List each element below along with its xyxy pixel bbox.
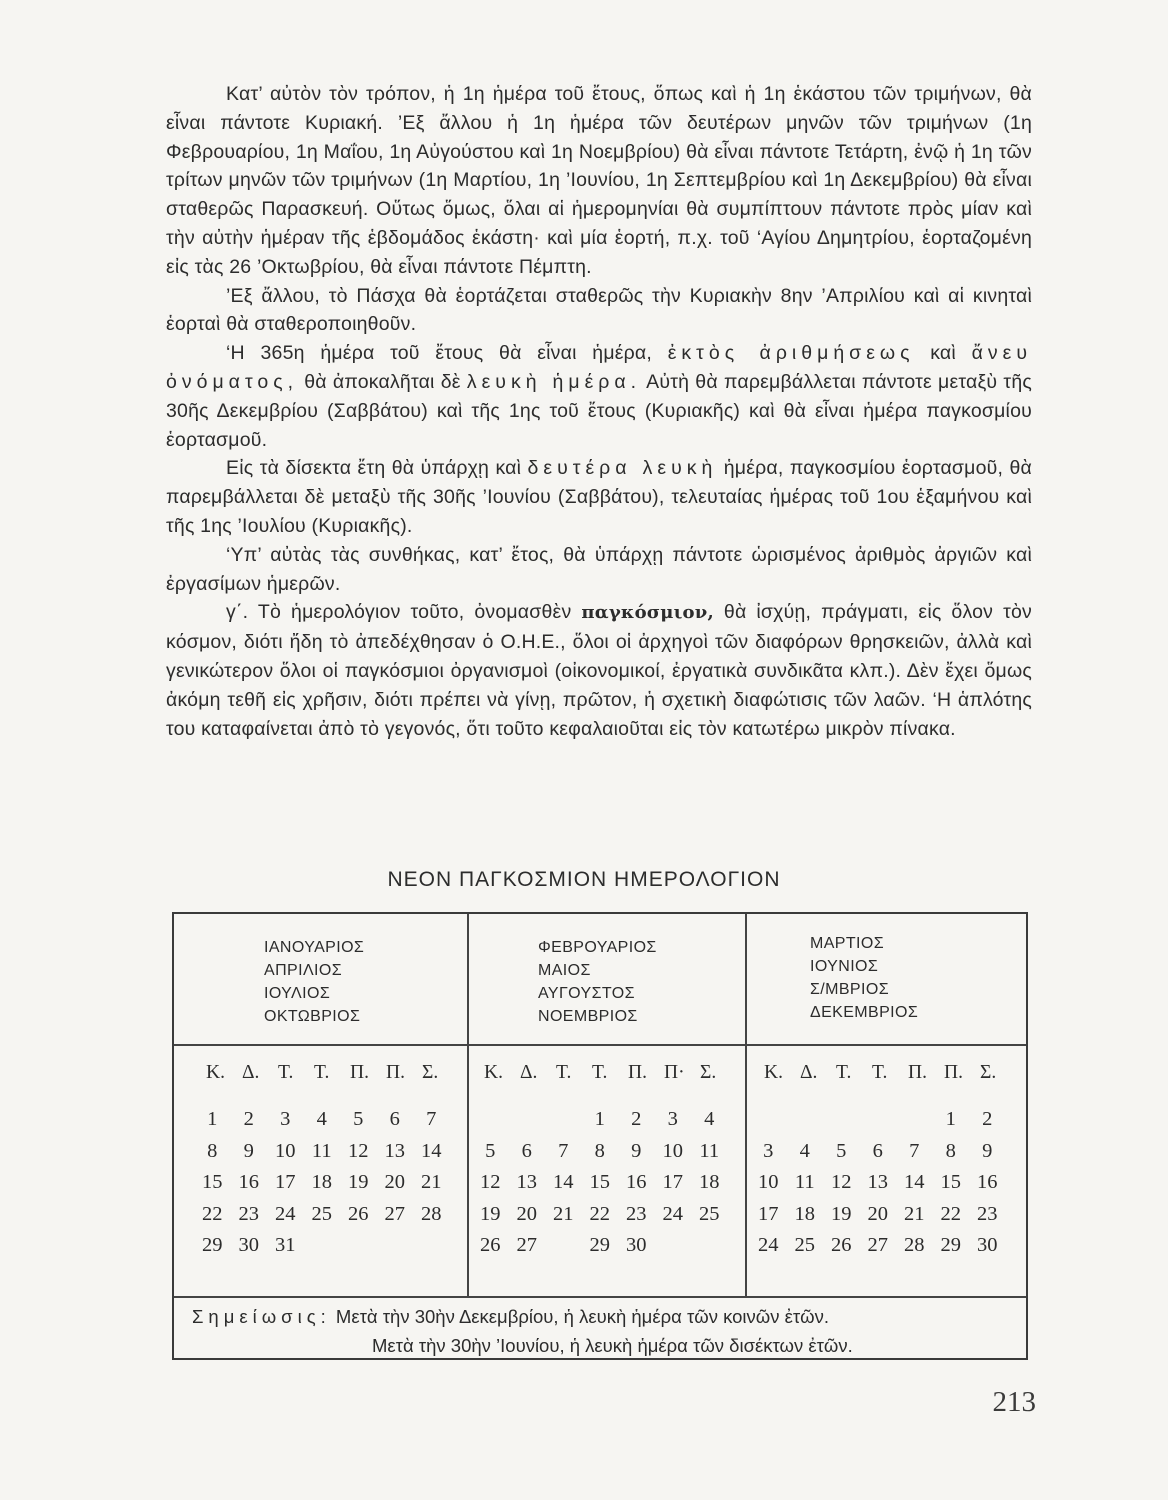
day: 25	[794, 1234, 815, 1256]
week-row	[194, 1230, 450, 1262]
day: 24	[275, 1202, 296, 1225]
day: 28	[421, 1202, 442, 1225]
day: 29	[940, 1234, 961, 1256]
day: 14	[553, 1171, 574, 1193]
calendar-table	[172, 912, 1028, 1360]
day	[545, 1104, 582, 1136]
day: 10	[758, 1171, 779, 1193]
day: 5	[485, 1139, 496, 1162]
day: 26	[480, 1234, 501, 1256]
day	[545, 1230, 582, 1262]
week-row	[194, 1104, 450, 1136]
note-text: Μετὰ τὴν 30ὴν Δεκεμβρίου, ἡ λευκὴ ἡμέρα τῶν κοινῶν ἐτῶν.	[335, 1306, 829, 1327]
weekday: Π.	[386, 1062, 405, 1083]
day: 26	[831, 1234, 852, 1256]
spaced-text: λευκὴ ἡμέρα.	[466, 370, 642, 393]
day: 10	[275, 1139, 296, 1162]
week-row	[750, 1167, 1006, 1199]
table-title: ΝΕΟΝ ΠΑΓΚΟΣΜΙΟΝ ΗΜΕΡΟΛΟΓΙΟΝ	[387, 868, 781, 891]
day: 22	[940, 1202, 961, 1225]
day: 3	[667, 1108, 678, 1130]
week-row	[194, 1167, 450, 1199]
day	[655, 1230, 692, 1262]
spaced-text: ἐκτὸς ἀριθμήσεως	[667, 342, 915, 365]
week-row	[194, 1199, 450, 1231]
text-run: Εἰς τὰ δίσεκτα ἔτη θὰ ὑπάρχῃ καὶ	[226, 457, 522, 480]
weekday: Τ.	[836, 1062, 852, 1083]
day: 26	[348, 1202, 369, 1225]
day: 16	[626, 1171, 647, 1193]
weekday-header-1	[206, 1062, 458, 1084]
day: 4	[704, 1108, 715, 1130]
day: 20	[384, 1171, 405, 1193]
day: 7	[909, 1139, 920, 1162]
weekday: Δ.	[800, 1062, 818, 1083]
day: 14	[421, 1139, 442, 1162]
week-row	[750, 1199, 1006, 1231]
day	[413, 1230, 450, 1262]
weekday: Κ.	[764, 1062, 783, 1083]
day: 8	[594, 1139, 605, 1162]
day: 9	[243, 1139, 254, 1162]
day: 6	[389, 1108, 400, 1130]
text-run: θὰ ἀποκαλῆται δὲ	[304, 370, 461, 393]
month-name: ΑΠΡΙΛΙΟΣ	[264, 962, 343, 979]
note-line-1	[192, 1302, 1012, 1331]
note-label: Σημείωσις:	[192, 1306, 331, 1327]
day: 7	[558, 1139, 569, 1162]
day: 12	[831, 1171, 852, 1193]
spaced-text: δευτέρα λευκὴ	[527, 457, 718, 480]
day: 29	[202, 1234, 223, 1256]
paragraph-3	[166, 339, 1032, 454]
day: 13	[384, 1139, 405, 1162]
day: 18	[794, 1202, 815, 1225]
day: 27	[384, 1202, 405, 1225]
week-row	[472, 1230, 728, 1262]
days-grid-2	[472, 1104, 728, 1262]
header-divider	[174, 1044, 1026, 1046]
day: 12	[480, 1171, 501, 1193]
day	[896, 1104, 933, 1136]
weekday: Π.	[944, 1062, 963, 1083]
paragraph-6	[166, 598, 1032, 743]
day: 14	[904, 1171, 925, 1193]
month-name: ΙΑΝΟΥΑΡΙΟΣ	[264, 939, 365, 956]
day: 30	[626, 1234, 647, 1256]
day: 4	[316, 1108, 327, 1130]
day: 2	[982, 1108, 993, 1130]
day: 10	[662, 1139, 683, 1162]
weekday: Π.	[908, 1062, 927, 1083]
paragraph-5: ‘Υπ’ αὐτὰς τὰς συνθήκας, κατ’ ἔτος, θὰ ὑπάρχῃ πάντοτε ὡρισμένος ἀριθμὸς ἀργιῶν καὶ ἐργασίμων ἡμερῶν.	[166, 543, 1032, 595]
day: 18	[699, 1171, 720, 1193]
day: 31	[275, 1234, 296, 1256]
day: 2	[243, 1108, 254, 1130]
day: 20	[867, 1202, 888, 1225]
day: 19	[480, 1202, 501, 1225]
weekday: Σ.	[422, 1062, 439, 1083]
day: 27	[867, 1234, 888, 1256]
days-grid-1	[194, 1104, 450, 1262]
text-run: Αὐτὴ θὰ παρεμβάλλεται πάντοτε μεταξὺ τῆς 30ῆς Δεκεμβρίου (Σαββάτου) καὶ τῆς 1ης τοῦ ἔτους (Κυριακῆς) καὶ θὰ εἶναι ἡμέρα παγκοσμίου ἑορτασμοῦ.	[166, 370, 1032, 451]
paragraph-4	[166, 454, 1032, 540]
day: 29	[589, 1234, 610, 1256]
day: 28	[904, 1234, 925, 1256]
weekday: Σ.	[700, 1062, 717, 1083]
day	[750, 1104, 787, 1136]
weekday: Κ.	[206, 1062, 225, 1083]
page-number: 213	[992, 1386, 1036, 1418]
day	[691, 1230, 728, 1262]
day: 15	[940, 1171, 961, 1193]
day: 3	[763, 1139, 774, 1162]
week-row	[750, 1104, 1006, 1136]
day: 1	[207, 1108, 218, 1130]
weekday: Τ.	[592, 1062, 608, 1083]
day: 11	[699, 1139, 720, 1162]
day: 16	[977, 1171, 998, 1193]
day: 22	[202, 1202, 223, 1225]
day: 17	[275, 1171, 296, 1193]
day: 5	[836, 1139, 847, 1162]
day: 6	[872, 1139, 883, 1162]
month-name: ΦΕΒΡΟΥΑΡΙΟΣ	[538, 939, 657, 956]
day: 24	[758, 1234, 779, 1256]
day: 9	[982, 1139, 993, 1162]
day	[304, 1230, 341, 1262]
weekday-header-3	[764, 1062, 1016, 1084]
day: 1	[945, 1108, 956, 1130]
day	[472, 1104, 509, 1136]
week-row	[750, 1136, 1006, 1168]
weekday: Π.	[350, 1062, 369, 1083]
day: 21	[553, 1202, 574, 1225]
day: 13	[516, 1171, 537, 1193]
bold-text: παγκόσμιον,	[581, 602, 714, 624]
day	[340, 1230, 377, 1262]
day: 23	[977, 1202, 998, 1225]
day: 15	[202, 1171, 223, 1193]
column-divider	[745, 1044, 747, 1296]
month-list-2	[538, 936, 657, 1028]
text-run: καὶ	[930, 342, 956, 365]
day: 22	[589, 1202, 610, 1225]
day	[823, 1104, 860, 1136]
day: 27	[516, 1234, 537, 1256]
month-name: ΟΚΤΩΒΡΙΟΣ	[264, 1008, 361, 1025]
week-row	[194, 1136, 450, 1168]
text-run: ‘Η 365η ἡμέρα τοῦ ἔτους θὰ εἶναι ἡμέρα,	[226, 342, 653, 365]
week-row	[750, 1230, 1006, 1262]
month-name: ΑΥΓΟΥΣΤΟΣ	[538, 985, 635, 1002]
day: 11	[794, 1171, 815, 1193]
weekday: Τ.	[314, 1062, 330, 1083]
day: 30	[977, 1234, 998, 1256]
notes-divider	[174, 1296, 1026, 1298]
paragraph-2: ’Εξ ἄλλου, τὸ Πάσχα θὰ ἑορτάζεται σταθερῶς τὴν Κυριακὴν 8ην ’Απριλίου καὶ αἱ κινηταὶ ἑορταὶ θὰ σταθεροποιηθοῦν.	[166, 284, 1032, 336]
day	[509, 1104, 546, 1136]
day	[787, 1104, 824, 1136]
month-name: ΙΟΥΝΙΟΣ	[810, 958, 879, 975]
day	[377, 1230, 414, 1262]
text-run: ἡμέρα, παγκοσμίου ἑορτασμοῦ, θὰ παρεμβάλλεται δὲ μεταξὺ τῆς 30ῆς ’Ιουνίου (Σαββάτου), τελευταίας ἡμέρας τοῦ 1ου ἑξαμήνου καὶ τῆς 1ης ’Ιουλίου (Κυριακῆς).	[166, 457, 1032, 537]
column-divider	[467, 1044, 469, 1296]
month-list-3	[810, 932, 918, 1024]
week-row	[472, 1104, 728, 1136]
day: 18	[311, 1171, 332, 1193]
day: 21	[904, 1202, 925, 1225]
day: 16	[238, 1171, 259, 1193]
day: 19	[831, 1202, 852, 1225]
weekday: Τ.	[872, 1062, 888, 1083]
day	[860, 1104, 897, 1136]
day: 20	[516, 1202, 537, 1225]
day: 8	[945, 1139, 956, 1162]
day: 25	[311, 1202, 332, 1225]
weekday: Σ.	[980, 1062, 997, 1083]
month-name: ΝΟΕΜΒΡΙΟΣ	[538, 1008, 638, 1025]
day: 23	[626, 1202, 647, 1225]
day: 23	[238, 1202, 259, 1225]
note-line-2: Μετὰ τὴν 30ὴν ’Ιουνίου, ἡ λευκὴ ἡμέρα τῶν δισέκτων ἐτῶν.	[372, 1335, 853, 1356]
days-grid-3	[750, 1104, 1006, 1262]
weekday: Κ.	[484, 1062, 503, 1083]
calendar-notes	[192, 1302, 1012, 1360]
day: 21	[421, 1171, 442, 1193]
day: 12	[348, 1139, 369, 1162]
day: 24	[662, 1202, 683, 1225]
day: 4	[799, 1139, 810, 1162]
month-list-1	[264, 936, 364, 1028]
day: 9	[631, 1139, 642, 1162]
day: 11	[311, 1139, 332, 1162]
weekday-header-2	[484, 1062, 736, 1084]
weekday: Π·	[664, 1062, 685, 1083]
day: 19	[348, 1171, 369, 1193]
weekday: Τ.	[278, 1062, 294, 1083]
day: 13	[867, 1171, 888, 1193]
body-text	[166, 80, 1032, 743]
day: 17	[662, 1171, 683, 1193]
week-row	[472, 1199, 728, 1231]
month-name: Σ/ΜΒΡΙΟΣ	[810, 981, 889, 998]
day: 1	[594, 1108, 605, 1130]
month-name: ΔΕΚΕΜΒΡΙΟΣ	[810, 1004, 919, 1021]
week-row	[472, 1136, 728, 1168]
text-run: γ΄. Τὸ ἡμερολόγιον τοῦτο, ὀνομασθὲν	[226, 601, 572, 624]
weekday: Τ.	[556, 1062, 572, 1083]
day: 5	[353, 1108, 364, 1130]
day: 6	[521, 1139, 532, 1162]
day: 3	[280, 1108, 291, 1130]
weekday: Δ.	[520, 1062, 538, 1083]
month-name: ΜΑΡΤΙΟΣ	[810, 935, 885, 952]
day: 2	[631, 1108, 642, 1130]
day: 25	[699, 1202, 720, 1225]
weekday: Δ.	[242, 1062, 260, 1083]
day: 7	[426, 1108, 437, 1130]
month-name: ΙΟΥΛΙΟΣ	[264, 985, 331, 1002]
week-row	[472, 1167, 728, 1199]
text-run: θὰ ἰσχύῃ, πράγματι, εἰς ὅλον τὸν κόσμον, διότι ἤδη τὸ ἀπεδέχθησαν ὁ Ο.Η.Ε., ὅλοι οἱ ἀρχηγοὶ τῶν διαφόρων θρησκειῶν, ἀλλὰ καὶ γενικώτερον ὅλοι οἱ παγκόσμιοι ὀργανισμοὶ (οἰκονομικοί, ἐργατικὰ συνδικᾶτα κλπ.). Δὲν ἔχει ὅμως ἀκόμη τεθῆ εἰς χρῆσιν, διότι πρέπει νὰ γίνῃ, πρῶτον, ἡ σχετικὴ διαφώτισις τῶν λαῶν. ‘Η ἁπλότης του καταφαίνεται ἀπὸ τὸ γεγονός, ὅτι τοῦτο κεφαλαιοῦται εἰς τὸν κατωτέρω μικρὸν πίνακα.	[166, 601, 1032, 740]
day: 17	[758, 1202, 779, 1225]
day: 15	[589, 1171, 610, 1193]
weekday: Π.	[628, 1062, 647, 1083]
day: 30	[238, 1234, 259, 1256]
paragraph-1: Κατ’ αὐτὸν τὸν τρόπον, ἡ 1η ἡμέρα τοῦ ἔτους, ὅπως καὶ ἡ 1η ἑκάστου τῶν τριμήνων, θὰ εἶναι πάντοτε Κυριακή. ’Εξ ἄλλου ἡ 1η ἡμέρα τῶν δευτέρων μηνῶν τῶν τριμήνων (1η Φεβρουαρίου, 1η Μαΐου, 1η Αὐγούστου καὶ 1η Νοεμβρίου) θὰ εἶναι πάντοτε Τετάρτη, ἐνῷ ἡ 1η τῶν τρίτων μηνῶν τῶν τριμήνων (1η Μαρτίου, 1η ’Ιουνίου, 1η Σεπτεμβρίου καὶ 1η Δεκεμβρίου) θὰ εἶναι σταθερῶς Παρασκευή. Οὕτως ὅμως, ὅλαι αἱ ἡμερομηνίαι θὰ συμπίπτουν πάντοτε πρὸς μίαν καὶ τὴν αὐτὴν ἡμέραν τῆς ἑβδομάδος ἑκάστη· καὶ μία ἑορτή, π.χ. τοῦ ‘Αγίου Δημητρίου, ἑορταζομένη εἰς τὰς 26 ’Οκτωβρίου, θὰ εἶναι πάντοτε Πέμπτη.	[166, 83, 1032, 278]
day: 8	[207, 1139, 218, 1162]
month-name: ΜΑΙΟΣ	[538, 962, 591, 979]
spaced-text: ἄνευ ὀνόματος,	[166, 342, 1032, 393]
